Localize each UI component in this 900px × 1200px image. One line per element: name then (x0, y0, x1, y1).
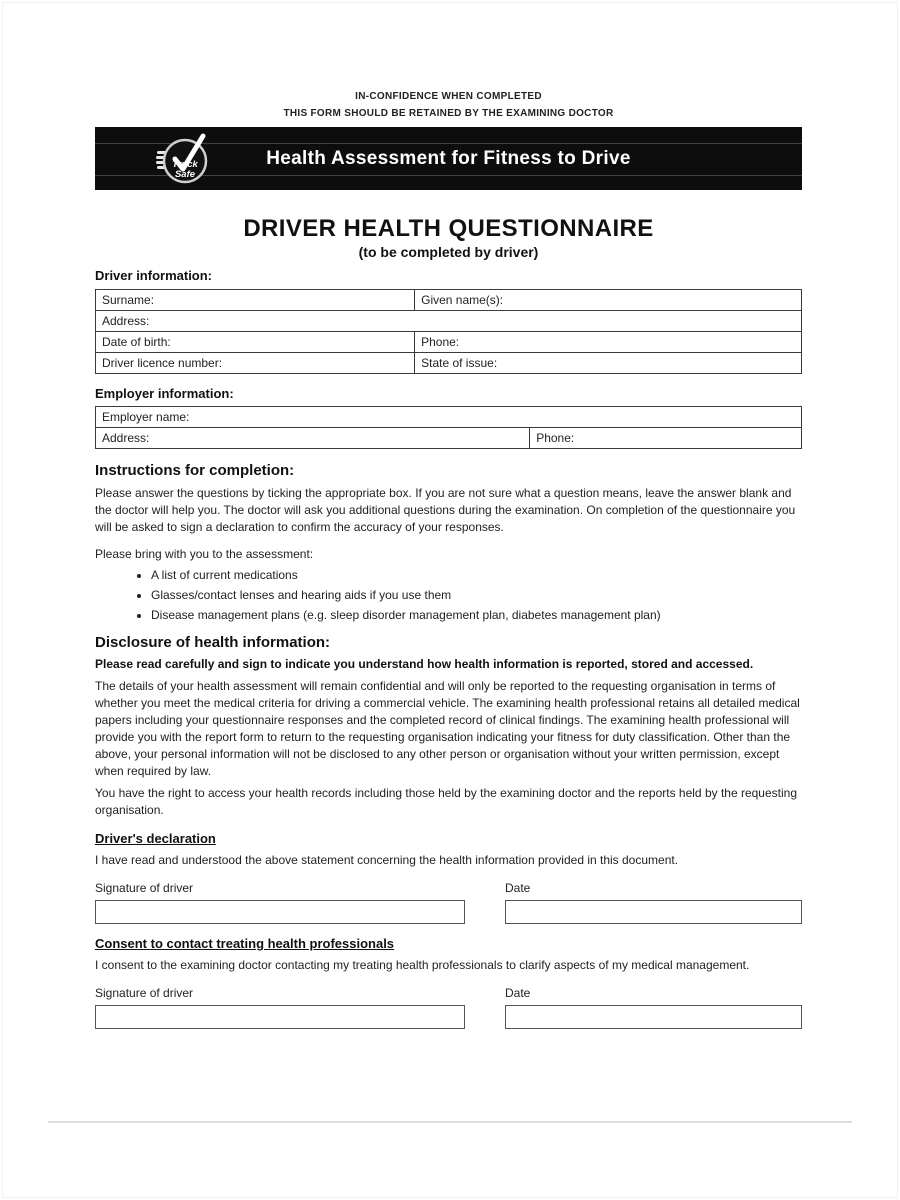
consent-signature-row (95, 986, 802, 1029)
employer-info-table (95, 406, 802, 449)
declaration-paragraph: I have read and understood the above statement concerning the health information provided in this document. (95, 853, 679, 867)
signature-label: Signature of driver (95, 881, 194, 895)
driver-info-table (95, 289, 802, 374)
employer-name-field[interactable]: Employer name: (96, 407, 802, 428)
signature-column (95, 986, 465, 1029)
declaration-signature-row (95, 881, 802, 924)
surname-field[interactable]: Surname: (96, 290, 415, 311)
confidence-notice: IN-CONFIDENCE WHEN COMPLETED (355, 91, 542, 102)
signature-column (95, 881, 465, 924)
date-label: Date (505, 986, 531, 1000)
date-column (505, 881, 802, 924)
bullet-item: • A list of current medications (151, 567, 802, 584)
consent-date-input[interactable] (505, 1005, 802, 1029)
table-row (96, 332, 802, 353)
table-row (96, 353, 802, 374)
bring-with-you-line: Please bring with you to the assessment: (95, 547, 314, 561)
document-title: DRIVER HEALTH QUESTIONNAIRE (243, 215, 654, 242)
driver-address-field[interactable]: Address: (96, 311, 802, 332)
bring-items-list (95, 567, 802, 624)
given-names-field[interactable]: Given name(s): (415, 290, 802, 311)
disclosure-heading: Disclosure of health information: (95, 634, 331, 651)
disclosure-paragraph-1: The details of your health assessment will remain confidential and will only be reported to the requesting organisation in terms of whether you meet the medical criteria for driving a commercial vehicle. The examining health professional retains all detailed medical papers including your questionnaire responses and the completed record of clinical findings. The examining health professional will provide you with the report form to return to the requesting organisation indicating your fitness for duty classification. Other than the above, your personal information will not be disclosed to any other person or organisation without your written permission, except when required by law. (95, 679, 800, 778)
bullet-item: • Glasses/contact lenses and hearing aids if you use them (151, 587, 802, 604)
declaration-heading: Driver's declaration (95, 831, 216, 846)
instructions-heading: Instructions for completion: (95, 462, 295, 479)
employer-phone-field[interactable]: Phone: (530, 428, 802, 449)
declaration-date-input[interactable] (505, 900, 802, 924)
driver-phone-field[interactable]: Phone: (415, 332, 802, 353)
page-footer-divider (48, 1121, 852, 1123)
declaration-signature-input[interactable] (95, 900, 465, 924)
state-of-issue-field[interactable]: State of issue: (415, 353, 802, 374)
table-row (96, 428, 802, 449)
consent-paragraph: I consent to the examining doctor contacting my treating health professionals to clarify aspects of my medical management. (95, 958, 750, 972)
licence-number-field[interactable]: Driver licence number: (96, 353, 415, 374)
banner-title: Health Assessment for Fitness to Drive (266, 147, 631, 169)
disclosure-paragraph-2: You have the right to access your health records including those held by the examining doctor and the reports held by the requesting organisation. (95, 786, 797, 817)
consent-heading: Consent to contact treating health professionals (95, 936, 395, 951)
table-row (96, 290, 802, 311)
svg-text:Truck: Truck (172, 159, 198, 170)
instructions-paragraph: Please answer the questions by ticking the appropriate box. If you are not sure what a question means, leave the answer blank and the doctor will help you. The doctor will ask you additional questions during the examination. On completion of the questionnaire you will be asked to sign a declaration to confirm the accuracy of your responses. (95, 486, 796, 534)
driver-info-heading: Driver information: (95, 268, 213, 283)
svg-text:Safe: Safe (174, 169, 196, 180)
date-label: Date (505, 881, 531, 895)
document-page (95, 0, 802, 1029)
table-row (96, 311, 802, 332)
table-row (96, 407, 802, 428)
header-banner (95, 127, 802, 190)
employer-address-field[interactable]: Address: (96, 428, 530, 449)
disclosure-bold-intro: Please read carefully and sign to indicate you understand how health information is reported, stored and accessed. (95, 657, 754, 671)
employer-info-heading: Employer information: (95, 386, 234, 401)
retention-notice: THIS FORM SHOULD BE RETAINED BY THE EXAMINING DOCTOR (283, 108, 614, 119)
signature-label: Signature of driver (95, 986, 194, 1000)
bullet-item: • Disease management plans (e.g. sleep disorder management plan, diabetes management plan) (151, 607, 802, 624)
date-column (505, 986, 802, 1029)
consent-signature-input[interactable] (95, 1005, 465, 1029)
date-of-birth-field[interactable]: Date of birth: (96, 332, 415, 353)
document-subtitle: (to be completed by driver) (358, 244, 539, 260)
